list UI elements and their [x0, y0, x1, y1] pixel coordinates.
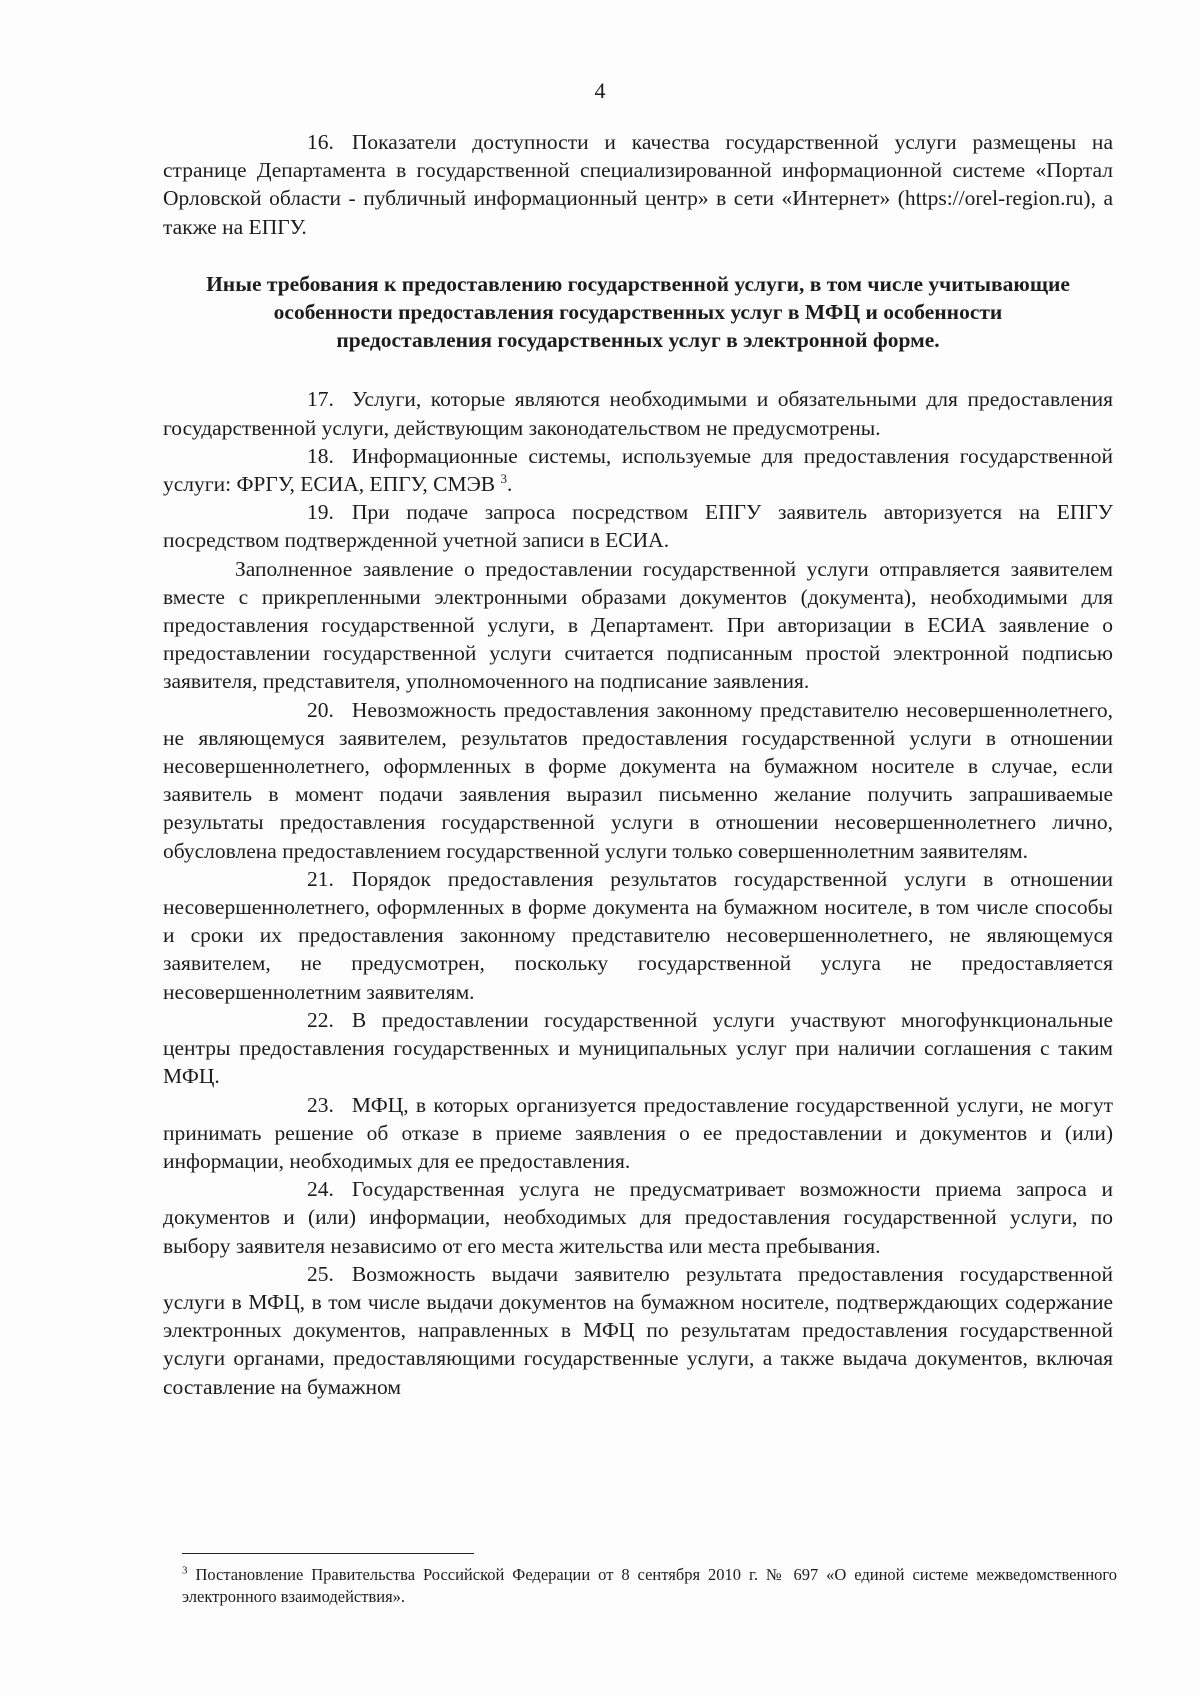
paragraph-23: [163, 1091, 1113, 1176]
paragraph-text: Возможность выдачи заявителю результата предоставления государственной услуги в МФЦ, в том числе выдачи документов на бумажном носителе, подтверждающих содержание электронных документов, направленных в МФЦ по результатам предоставления государственной услуги органами, предоставляющими государственные услуги, а также выдача документов, включая составление на бумажном: [163, 1261, 1113, 1399]
paragraph-25: [163, 1260, 1113, 1401]
paragraph-17: [163, 385, 1113, 441]
paragraph-text: Показатели доступности и качества государственной услуги размещены на странице Департамента в государственной специализированной информационной системе «Портал Орловской области - публичный информационный центр» в сети «Интернет» (https://orel-region.ru), а также на ЕПГУ.: [163, 130, 1113, 239]
paragraph-number: 16.: [307, 130, 334, 154]
paragraph-number: 22.: [307, 1007, 334, 1032]
paragraph-number: 23.: [307, 1092, 334, 1117]
footnote-divider: [182, 1553, 474, 1554]
paragraph-19-continued: Заполненное заявление о предоставлении государственной услуги отправляется заявителем вместе с прикрепленными электронными образами документов (документа), необходимыми для предоставления государственной услуги, в Департамент. При авторизации в ЕСИА заявление о предоставлении государственной услуги считается подписанным простой электронной подписью заявителя, представителя, уполномоченного на подписание заявления.: [163, 556, 1113, 694]
footnote: [182, 1564, 1117, 1608]
paragraph-number: 24.: [307, 1177, 334, 1202]
paragraph-text: В предоставлении государственной услуги участвуют многофункциональные центры предоставления государственных и муниципальных услуг при наличии соглашения с таким МФЦ.: [163, 1007, 1113, 1089]
paragraph-text: Услуги, которые являются необходимыми и обязательными для предоставления государственной услуги, действующим законодательством не предусмотрены.: [163, 387, 1113, 440]
paragraph-tail: .: [506, 472, 513, 497]
paragraph-22: [163, 1006, 1113, 1091]
paragraph-text: Государственная услуга не предусматривает возможности приема запроса и документов и (или) информации, необходимых для предоставления государственной услуги, по выбору заявителя независимо от его места жительства или места пребывания.: [163, 1177, 1113, 1258]
paragraph-16: [163, 128, 1113, 241]
paragraph-number: 21.: [307, 866, 334, 891]
paragraph-19: [163, 498, 1113, 554]
paragraph-number: 19.: [307, 500, 334, 525]
footnote-text: Постановление Правительства Российской Федерации от 8 сентября 2010 г. № 697 «О единой системе межведомственного электронного взаимодействия».: [182, 1565, 1118, 1606]
footnote-mark: 3: [182, 1564, 188, 1577]
page-number: 4: [594, 78, 606, 103]
paragraph-text: Порядок предоставления результатов государственной услуги в отношении несовершеннолетнего, оформленных в форме документа на бумажном носителе, в том числе способы и сроки их предоставления законному представителю несовершеннолетнего, не являющемуся заявителем, не предусмотрен, поскольку государственной услуга не предоставляется несовершеннолетним заявителям.: [163, 866, 1113, 1004]
paragraph-text: МФЦ, в которых организуется предоставление государственной услуги, не могут принимать решение об отказе в приеме заявления о ее предоставлении и документов и (или) информации, необходимых для ее предоставления.: [163, 1092, 1113, 1173]
paragraph-text: Невозможность предоставления законному представителю несовершеннолетнего, не являющемуся заявителем, результатов предоставления государственной услуги в отношении несовершеннолетнего, оформленных в форме документа на бумажном носителе в случае, если заявитель в момент подачи заявления выразил письменно желание получить запрашиваемые результаты предоставления государственной услуги в отношении несовершеннолетнего лично, обусловлена предоставлением государственной услуги только совершеннолетним заявителям.: [163, 697, 1113, 863]
paragraph-20: [163, 696, 1113, 865]
paragraph-number: 20.: [307, 697, 334, 722]
document-body: [163, 128, 1113, 1401]
paragraph-number: 25.: [307, 1261, 334, 1286]
paragraph-number: 18.: [307, 443, 334, 468]
paragraph-21: [163, 865, 1113, 1006]
paragraph-text: При подаче запроса посредством ЕПГУ заявитель авторизуется на ЕПГУ посредством подтвержденной учетной записи в ЕСИА.: [163, 500, 1113, 553]
footnote-reference[interactable]: 3: [500, 470, 507, 486]
paragraph-18: [163, 442, 1113, 498]
section-heading: [203, 270, 1073, 355]
section-heading-text: Иные требования к предоставлению государственной услуги, в том числе учитывающие особенности предоставления государственных услуг в МФЦ и особенности предоставления государственных услуг в электронной форме.: [206, 271, 1070, 353]
paragraph-number: 17.: [307, 387, 334, 412]
paragraph-text: Информационные системы, используемые для предоставления государственной услуги: ФРГУ, ЕСИА, ЕПГУ, СМЭВ: [163, 443, 1113, 497]
paragraph-24: [163, 1175, 1113, 1260]
